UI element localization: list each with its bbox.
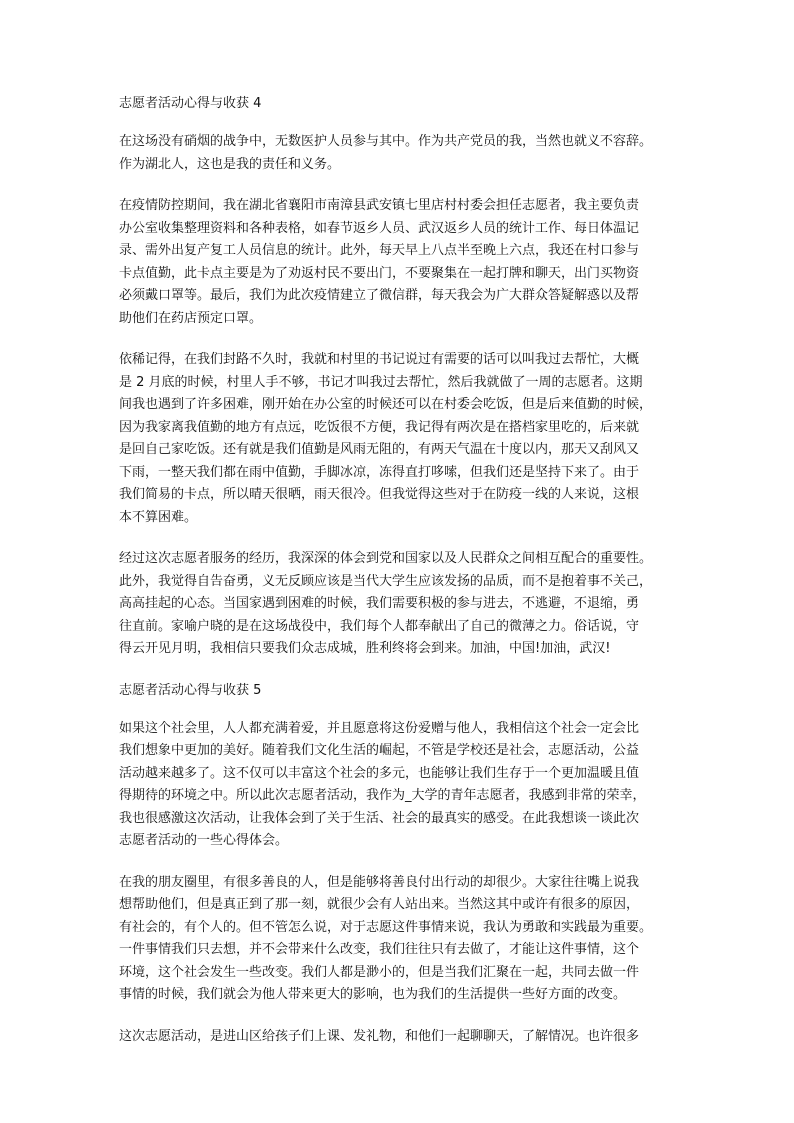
text-line: 我们简易的卡点，所以晴天很晒，雨天很冷。但我觉得这些对于在防疫一线的人来说，这根 bbox=[119, 487, 640, 502]
text-line: 在这场没有硝烟的战争中，无数医护人员参与其中。作为共产党员的我，当然也就义不容辞。 bbox=[119, 134, 653, 149]
text-line: 录、需外出复产复工人员信息的统计。此外，每天早上八点半至晚上六点，我还在村口参与 bbox=[119, 243, 640, 258]
section-heading: 志愿者活动心得与收获 5 bbox=[119, 682, 262, 698]
text-line: 这次志愿活动，是进山区给孩子们上课、发礼物，和他们一起聊聊天，了解情况。也许很多 bbox=[119, 1028, 640, 1044]
paragraph bbox=[119, 872, 687, 1007]
text-line: 环境，这个社会发生一些改变。我们人都是渺小的，但是当我们汇聚在一起，共同去做一件 bbox=[119, 964, 640, 980]
text-line: 有社会的，有个人的。但不管怎么说，对于志愿这件事情来说，我认为勇敢和实践最为重要。 bbox=[119, 919, 653, 935]
text-line: 如果这个社会里，人人都充满着爱，并且愿意将这份爱赠与他人，我相信这个社会一定会比 bbox=[119, 720, 640, 736]
text-line: 高高挂起的心态。当国家遇到困难的时候，我们需要积极的参与进去，不逃避，不退缩，勇 bbox=[119, 596, 640, 611]
text-line: 本不算困难。 bbox=[119, 509, 198, 525]
text-line: 想帮助他们，但是真正到了那一刻，就很少会有人站出来。当然这其中或许有很多的原因， bbox=[119, 897, 640, 912]
text-line: 间我也遇到了许多困难，刚开始在办公室的时候还可以在村委会吃饭，但是后来值勤的时候， bbox=[119, 397, 653, 412]
text-line: 往直前。家喻户晓的是在这场战役中，我们每个人都奉献出了自己的微薄之力。俗话说，守 bbox=[119, 618, 640, 634]
text-line: 在疫情防控期间，我在湖北省襄阳市南漳县武安镇七里店村村委会担任志愿者，我主要负责 bbox=[119, 198, 640, 213]
text-line: 作为湖北人，这也是我的责任和义务。 bbox=[119, 156, 341, 172]
text-line: 下雨，一整天我们都在雨中值勤，手脚冰凉，冻得直打哆嗦，但我们还是坚持下来了。由于 bbox=[119, 464, 640, 480]
document-page bbox=[119, 93, 687, 1067]
text-line: 办公室收集整理资料和各种表格，如春节返乡人员、武汉返乡人员的统计工作、每日体温记 bbox=[119, 220, 640, 236]
text-line: 因为我家离我值勤的地方有点远，吃饭很不方便，我记得有两次是在搭档家里吃的，后来就 bbox=[119, 419, 640, 435]
paragraph bbox=[119, 131, 687, 176]
text-line: 得云开见月明，我相信只要我们众志成城，胜利终将会到来。加油，中国!加油，武汉! bbox=[119, 641, 611, 656]
text-line: 助他们在药店预定口罩。 bbox=[119, 310, 263, 326]
text-line: 事情的时候，我们就会为他人带来更大的影响，也为我们的生活提供一些好方面的改变。 bbox=[119, 987, 627, 1002]
paragraph bbox=[119, 718, 687, 853]
text-line: 活动越来越多了。这不仅可以丰富这个社会的多元，也能够让我们生存于一个更加温暖且值 bbox=[119, 765, 640, 781]
text-line: 在我的朋友圈里，有很多善良的人，但是能够将善良付出行动的却很少。大家往往嘴上说我 bbox=[119, 874, 640, 890]
text-line: 卡点值勤，此卡点主要是为了劝返村民不要出门，不要聚集在一起打牌和聊天，出门买物资 bbox=[119, 265, 640, 281]
text-line: 依稀记得，在我们封路不久时，我就和村里的书记说过有需要的话可以叫我过去帮忙，大概 bbox=[119, 352, 640, 367]
text-line: 必须戴口罩等。最后，我们为此次疫情建立了微信群，每天我会为广大群众答疑解惑以及帮 bbox=[119, 288, 640, 303]
text-line: 志愿者活动的一些心得体会。 bbox=[119, 833, 289, 848]
paragraph bbox=[119, 349, 687, 529]
text-line: 我们想象中更加的美好。随着我们文化生活的崛起，不管是学校还是社会，志愿活动，公益 bbox=[119, 743, 640, 758]
text-line: 是回自己家吃饭。还有就是我们值勤是风雨无阻的，有两天气温在十度以内，那天又刮风又 bbox=[119, 442, 640, 457]
text-line: 此外，我觉得自告奋勇，义无反顾应该是当代大学生应该发扬的品质，而不是抱着事不关己， bbox=[119, 573, 653, 589]
paragraph bbox=[119, 195, 687, 330]
text-line: 经过这次志愿者服务的经历，我深深的体会到党和国家以及人民群众之间相互配合的重要性。 bbox=[119, 551, 653, 566]
text-line: 我也很感激这次活动，让我体会到了关于生活、社会的最真实的感受。在此我想谈一谈此次 bbox=[119, 810, 640, 826]
paragraph bbox=[119, 548, 687, 661]
paragraph bbox=[119, 1026, 687, 1049]
section-heading: 志愿者活动心得与收获 4 bbox=[119, 96, 262, 111]
text-line: 一件事情我们只去想，并不会带来什么改变，我们往往只有去做了，才能让这件事情，这个 bbox=[119, 942, 640, 957]
text-line: 是 2 月底的时候，村里人手不够，书记才叫我过去帮忙，然后我就做了一周的志愿者。这期 bbox=[119, 374, 643, 390]
text-line: 得期待的环境之中。所以此次志愿者活动，我作为_大学的青年志愿者，我感到非常的荣幸， bbox=[119, 788, 646, 803]
